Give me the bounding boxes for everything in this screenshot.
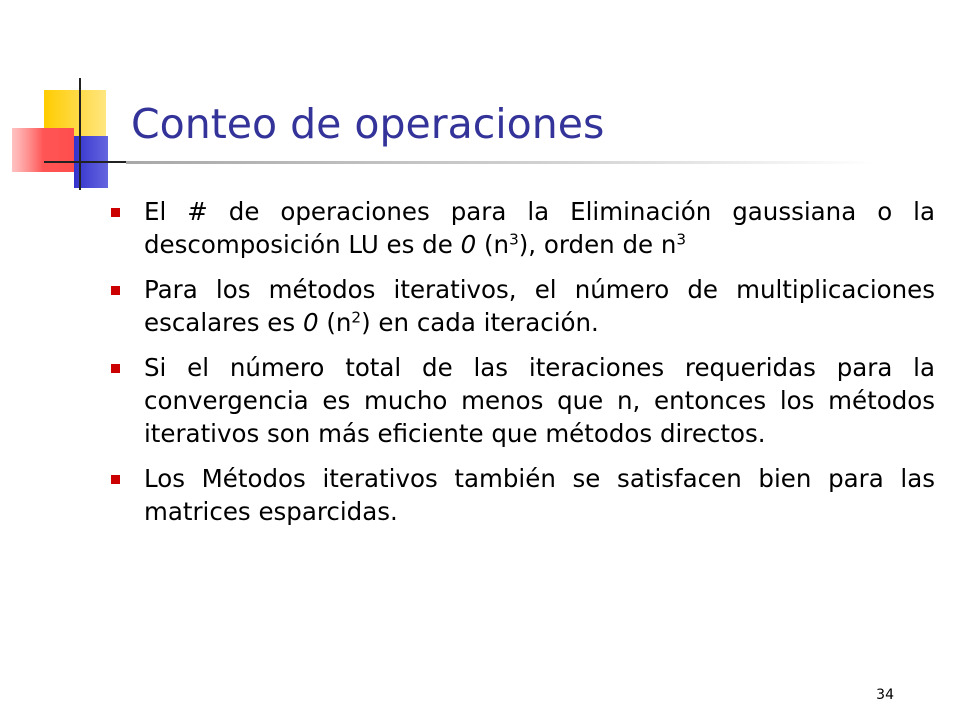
bullet-text-italic: 0 [302,308,319,337]
bullet-item [110,195,935,261]
bullet-text [144,197,935,259]
bullet-text-italic: 0 [460,230,477,259]
slide-title: Conteo de operaciones [131,100,605,148]
deco-red-square [12,128,74,172]
page-number: 34 [876,687,894,703]
superscript: 3 [676,230,687,249]
bullet-text-segment: (n [318,308,352,337]
bullet-text: Si el número total de las iteraciones requeridas para la convergencia es mucho menos que n, entonces los métodos iterativos son más eficiente que métodos directos. [144,353,935,448]
title-underline [126,161,876,164]
bullet-item [110,462,935,528]
bullet-marker-icon [111,364,120,373]
bullet-text-segment: Para los métodos iterativos, el número de multiplicaciones escalares es [144,275,935,337]
bullet-list [110,195,935,540]
bullet-item [110,351,935,450]
bullet-item [110,273,935,339]
bullet-marker-icon [111,286,120,295]
bullet-marker-icon [111,475,120,484]
bullet-text-segment: El # de operaciones para la Eliminación gaussiana o la descomposición LU es de [144,197,935,259]
bullet-marker-icon [111,208,120,217]
superscript: 3 [509,230,519,249]
bullet-text [144,275,935,337]
bullet-text-segment: ) en cada iteración. [361,308,599,337]
superscript: 2 [351,308,362,327]
bullet-text-segment: (n [476,230,510,259]
bullet-text: Los Métodos iterativos también se satisfacen bien para las matrices esparcidas. [144,464,935,526]
bullet-text-segment: ), orden de n [518,230,677,259]
decorative-logo [0,0,140,200]
